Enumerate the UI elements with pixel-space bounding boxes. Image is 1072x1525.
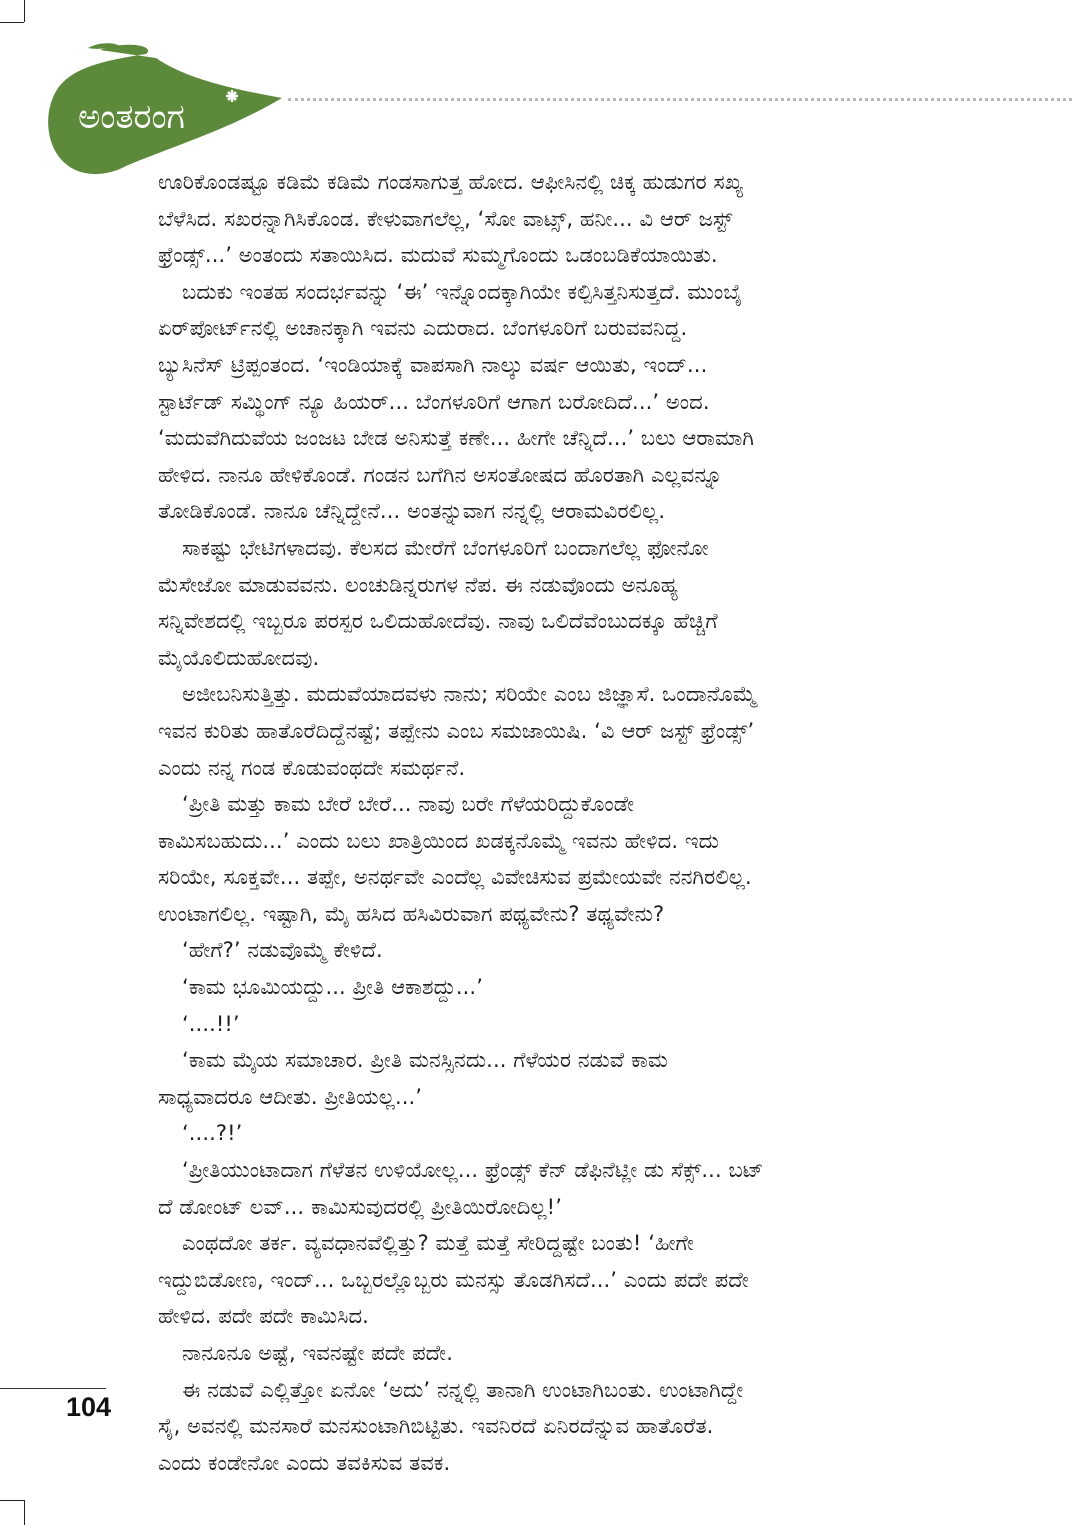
text-line: ತೋಡಿಕೊಂಡೆ. ನಾನೂ ಚೆನ್ನಿದ್ದೇನೆ... ಅಂತನ್ನುವಾಗ ನನ್ನಲ್ಲಿ ಆರಾಮವಿರಲಿಲ್ಲ. [158,499,666,524]
text-line: ಇವನ ಕುರಿತು ಹಾತೊರೆದಿದ್ದೆನಷ್ಟೆ; ತಪ್ಪೇನು ಎಂಬ ಸಮಜಾಯಿಷಿ. ‘ವಿ ಆರ್ ಜಸ್ಟ್ ಫ್ರೆಂಡ್ಸ್’ [158,718,755,743]
leaf-emblem-icon [38,40,288,180]
text-line: ‘ಪ್ರೀತಿಯುಂಟಾದಾಗ ಗೆಳೆತನ ಉಳಿಯೋಲ್ಲ... ಫ್ರೆಂಡ್ಸ್ ಕೆನ್ ಡೆಫಿನೆಟ್ಲೀ ಡು ಸೆಕ್ಸ್... ಬಟ್ [182,1158,764,1183]
text-line: ಮೈಯೊಲಿದುಹೋದವು. [158,645,320,670]
text-line: ಮೆಸೇಜೋ ಮಾಡುವವನು. ಲಂಚುಡಿನ್ನರುಗಳ ನೆಪ. ಈ ನಡುವೊಂದು ಅನೂಹ್ಯ [158,572,679,597]
crop-mark-top [24,0,25,22]
text-line: ‘ಪ್ರೀತಿ ಮತ್ತು ಕಾಮ ಬೇರೆ ಬೇರೆ... ನಾವು ಬರೇ ಗೆಳೆಯರಿದ್ದುಕೊಂಡೇ [182,792,635,817]
crop-mark-bottom-horizontal [0,1500,24,1501]
story-body [158,164,918,1481]
crop-mark-top-horizontal [0,22,24,23]
text-line: ಎಂಥದೋ ತರ್ಕ. ವ್ಯವಧಾನವೆಲ್ಲಿತ್ತು? ಮತ್ತೆ ಮತ್ತೆ ಸೇರಿದ್ದಷ್ಟೇ ಬಂತು! ‘ಹೀಗೇ [182,1231,694,1256]
text-line: ಊರಿಕೊಂಡಷ್ಟೂ ಕಡಿಮೆ ಕಡಿಮೆ ಗಂಡಸಾಗುತ್ತ ಹೋದ. ಆಫೀಸಿನಲ್ಲಿ ಚಿಕ್ಕ ಹುಡುಗರ ಸಖ್ಯ [158,170,744,194]
page-number: 104 [66,1392,112,1422]
text-line: ಸಾಧ್ಯವಾದರೂ ಆದೀತು. ಪ್ರೀತಿಯಲ್ಲ...’ [158,1084,423,1109]
crop-mark-bottom [24,1500,25,1525]
page-number-rule [0,1388,106,1389]
header-logo-text: ಅಂತರಂಗ [78,97,185,137]
text-line: ‘ಮದುವೆಗಿದುವೆಯ ಜಂಜಟ ಬೇಡ ಅನಿಸುತ್ತೆ ಕಣೇ... ಹೀಗೇ ಚೆನ್ನಿದೆ...’ ಬಲು ಆರಾಮಾಗಿ [158,426,755,451]
text-line: ಎಂದು ಕಂಡೇನೋ ಎಂದು ತವಕಿಸುವ ತವಕ. [158,1450,451,1475]
text-line: ಹೇಳಿದ. ನಾನೂ ಹೇಳಿಕೊಂಡೆ. ಗಂಡನ ಬಗೆಗಿನ ಅಸಂತೋಷದ ಹೊರತಾಗಿ ಎಲ್ಲವನ್ನೂ [158,462,723,487]
text-line: ಸೈ, ಅವನಲ್ಲಿ ಮನಸಾರೆ ಮನಸುಂಟಾಗಿಬಿಟ್ಟಿತು. ಇವನಿರದೆ ಏನಿರದೆನ್ನುವ ಹಾತೊರೆತ. [158,1414,714,1439]
text-line: ಕಾಮಿಸಬಹುದು...’ ಎಂದು ಬಲು ಖಾತ್ರಿಯಿಂದ ಖಡಕ್ಕನೊಮ್ಮೆ ಇವನು ಹೇಳಿದ. ಇದು [158,828,719,853]
text-line: ಸಾಕಷ್ಟು ಭೇಟಿಗಳಾದವು. ಕೆಲಸದ ಮೇರೆಗೆ ಬೆಂಗಳೂರಿಗೆ ಬಂದಾಗಲೆಲ್ಲ ಫೋನೋ [182,535,709,560]
text-line: ಉಂಟಾಗಲಿಲ್ಲ. ಇಷ್ಟಾಗಿ, ಮೈ ಹಸಿದ ಹಸಿವಿರುವಾಗ ಪಥ್ಯವೇನು? ತಥ್ಯವೇನು? [158,901,665,926]
text-line: ಅಜೀಬನಿಸುತ್ತಿತ್ತು. ಮದುವೆಯಾದವಳು ನಾನು; ಸರಿಯೇ ಎಂಬ ಜಿಜ್ಞಾಸೆ. ಒಂದಾನೊಮ್ಮೆ [182,682,757,707]
text-line: ಸನ್ನಿವೇಶದಲ್ಲಿ ಇಬ್ಬರೂ ಪರಸ್ಪರ ಒಲಿದುಹೋದೆವು. ನಾವು ಒಲಿದೆವೆಂಬುದಕ್ಕೂ ಹೆಚ್ಚಿಗೆ [158,609,718,634]
text-line: ಏರ್‌ಪೋರ್ಟ್‌ನಲ್ಲಿ ಅಚಾನಕ್ಕಾಗಿ ಇವನು ಎದುರಾದ. ಬೆಂಗಳೂರಿಗೆ ಬರುವವನಿದ್ದ. [158,316,688,341]
text-line: ‘ಕಾಮ ಭೂಮಿಯದ್ದು... ಪ್ರೀತಿ ಆಕಾಶದ್ದು...’ [182,975,483,1000]
text-line: ಇದ್ದುಬಿಡೋಣ, ಇಂದ್... ಒಬ್ಬರಲ್ಲೊಬ್ಬರು ಮನಸ್ಸು ತೊಡಗಿಸದೆ...’ ಎಂದು ಪದೇ ಪದೇ [158,1267,749,1292]
header-dotted-rule [288,98,1072,101]
text-line: ಬೆಳೆಸಿದ. ಸಖರನ್ನಾಗಿಸಿಕೊಂಡ. ಕೇಳುವಾಗಲೆಲ್ಲ, ‘ಸೋ ವಾಟ್ಸ್, ಹನೀ... ವಿ ಆರ್ ಜಸ್ಟ್ [158,206,733,231]
text-line: ನಾನೂನೂ ಅಷ್ಟೆ, ಇವನಷ್ಟೇ ಪದೇ ಪದೇ. [182,1341,453,1365]
text-line: ದೆ ಡೋಂಟ್ ಲವ್... ಕಾಮಿಸುವುದರಲ್ಲಿ ಪ್ರೀತಿಯಿರೋದಿಲ್ಲ!’ [158,1194,562,1219]
text-line: ಫ್ರೆಂಡ್ಸ್...’ ಅಂತಂದು ಸತಾಯಿಸಿದ. ಮದುವೆ ಸುಮ್ಮಗೊಂದು ಒಡಂಬಡಿಕೆಯಾಯಿತು. [158,243,718,268]
text-line: ‘ಹೇಗೆ?’ ನಡುವೊಮ್ಮೆ ಕೇಳಿದೆ. [182,938,383,963]
text-line: ಈ ನಡುವೆ ಎಲ್ಲಿತ್ತೋ ಏನೋ ‘ಅದು’ ನನ್ನಲ್ಲಿ ತಾನಾಗಿ ಉಂಟಾಗಿಬಂತು. ಉಂಟಾಗಿದ್ದೇ [182,1377,744,1402]
text-line: ಎಂದು ನನ್ನ ಗಂಡ ಕೊಡುವಂಥದೇ ಸಮರ್ಥನೆ. [158,755,466,780]
text-line: ‘ಕಾಮ ಮೈಯ ಸಮಾಚಾರ. ಪ್ರೀತಿ ಮನಸ್ಸಿನದು... ಗೆಳೆಯರ ನಡುವೆ ಕಾಮ [182,1048,668,1073]
text-line: ಸರಿಯೇ, ಸೂಕ್ತವೇ... ತಪ್ಪೇ, ಅನರ್ಥವೇ ಎಂದೆಲ್ಲ ವಿವೇಚಿಸುವ ಪ್ರಮೇಯವೇ ನನಗಿರಲಿಲ್ಲ. [158,865,752,890]
text-line: ‘....!!’ [182,1011,240,1036]
text-line: ಬದುಕು ಇಂತಹ ಸಂದರ್ಭವನ್ನು ‘ಈ’ ಇನ್ನೊಂದಕ್ಕಾಗಿಯೇ ಕಲ್ಪಿಸಿತ್ತನಿಸುತ್ತದೆ. ಮುಂಬೈ [182,279,743,304]
text-line: ಸ್ಟಾರ್ಟೆಡ್ ಸಮ್ಥಿಂಗ್ ನ್ಯೂ ಹಿಯರ್... ಬೆಂಗಳೂರಿಗೆ ಆಗಾಗ ಬರೋದಿದೆ...’ ಅಂದ. [158,389,710,414]
text-line: ‘....?!’ [182,1121,243,1146]
text-line: ಬ್ಯುಸಿನೆಸ್ ಟ್ರಿಪ್ಪಂತಂದ. ‘ಇಂಡಿಯಾಕ್ಕೆ ವಾಪಸಾಗಿ ನಾಲ್ಕು ವರ್ಷ ಆಯಿತು, ಇಂದ್... [158,352,708,377]
text-line: ಹೇಳಿದ. ಪದೇ ಪದೇ ಕಾಮಿಸಿದ. [158,1304,369,1329]
